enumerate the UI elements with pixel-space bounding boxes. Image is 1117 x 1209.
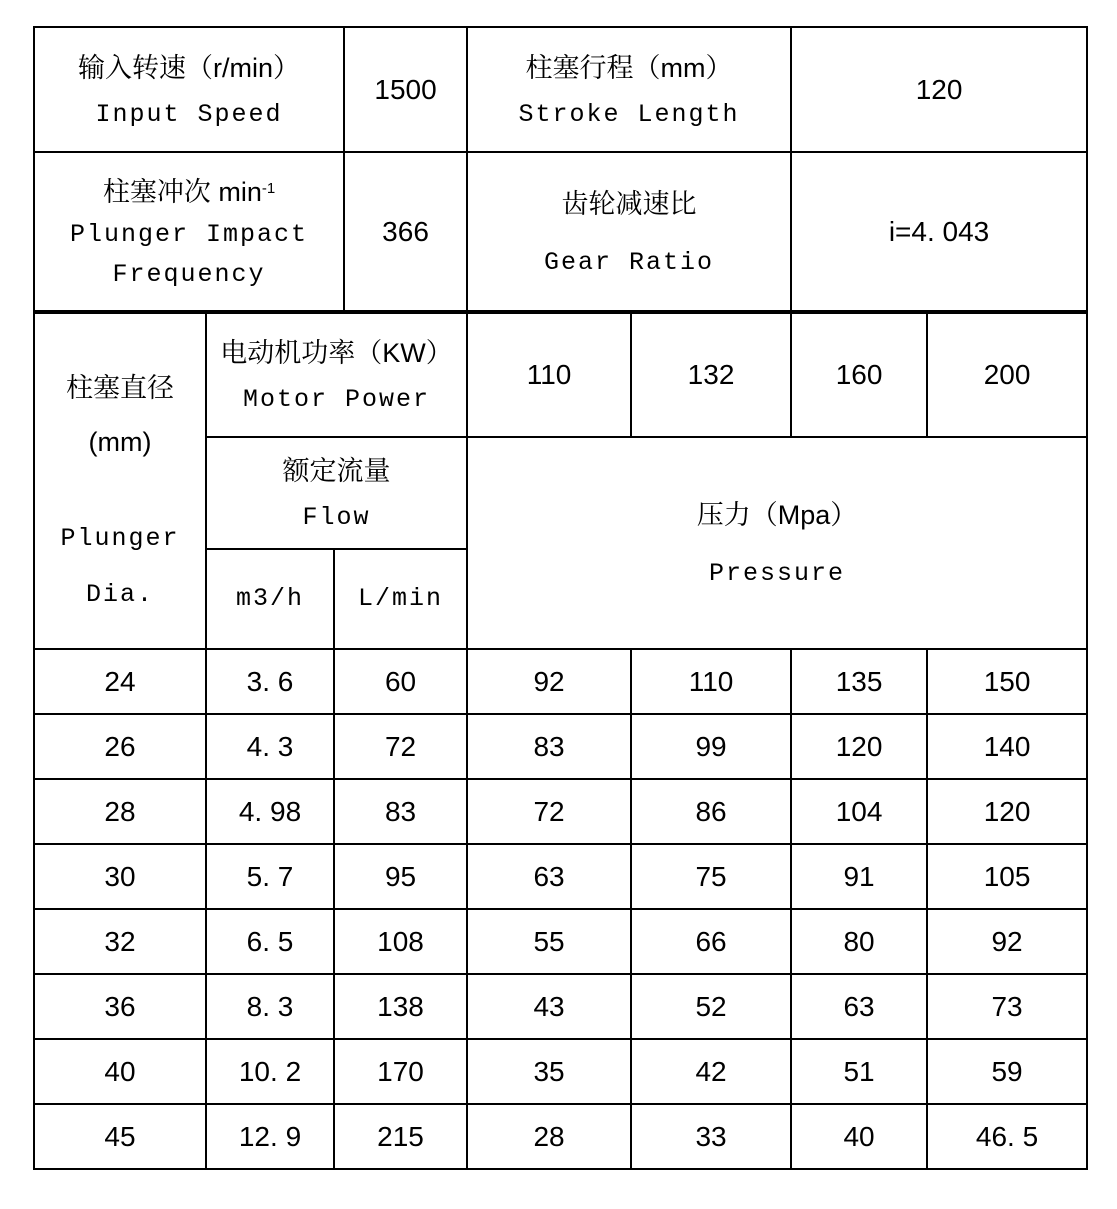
row-3-pressure-1-cell: [631, 844, 791, 909]
row-3-flow-m3h-cell: [206, 844, 334, 909]
motor-power-value-cell-0: [467, 312, 631, 437]
data-row-4: [34, 909, 1087, 974]
row-6-pressure-3-cell: [927, 1039, 1087, 1104]
motor-power-value-0: 110: [526, 359, 572, 390]
stroke-length-label-cell: [467, 27, 791, 152]
row-7-flow-lmin-cell: [334, 1104, 467, 1169]
row-1-dia: 26: [104, 730, 136, 762]
row-5-pressure-1-cell: [631, 974, 791, 1039]
flow-label-zh: 额定流量: [282, 456, 391, 486]
flow-unit-m3h: m3/h: [235, 584, 304, 613]
row-6-pressure-1: 42: [695, 1055, 727, 1087]
row-6-pressure-1-cell: [631, 1039, 791, 1104]
data-row-1: [34, 714, 1087, 779]
row-0-dia-cell: [34, 649, 206, 714]
row-2-pressure-3-cell: [927, 779, 1087, 844]
row-1-flow-m3h-cell: [206, 714, 334, 779]
input-speed-label-cell: [34, 27, 344, 152]
row-2-pressure-0: 72: [533, 795, 565, 827]
row-6-flow-lmin: 170: [377, 1055, 424, 1087]
row-5-pressure-1: 52: [695, 990, 727, 1022]
stroke-length-label-en: Stroke Length: [518, 99, 740, 129]
stroke-length-value-cell: [791, 27, 1087, 152]
row-5-flow-lmin-cell: [334, 974, 467, 1039]
row-3-dia-cell: [34, 844, 206, 909]
gear-ratio-value: i=4. 043: [888, 215, 990, 247]
row-4-pressure-1-cell: [631, 909, 791, 974]
row-1-dia-cell: [34, 714, 206, 779]
motor-power-value-1: 132: [687, 359, 735, 390]
motor-power-value-cell-3: [927, 312, 1087, 437]
motor-power-label-zh: 电动机功率（KW）: [220, 338, 453, 368]
info-row-plunger-impact: [34, 152, 1087, 312]
row-3-pressure-2-cell: [791, 844, 927, 909]
row-3-flow-lmin-cell: [334, 844, 467, 909]
min-superscript: -1: [261, 179, 276, 197]
row-7-pressure-1-cell: [631, 1104, 791, 1169]
row-6-flow-m3h-cell: [206, 1039, 334, 1104]
pressure-header-cell: [467, 437, 1087, 649]
row-6-flow-m3h: 10. 2: [238, 1055, 302, 1087]
row-6-pressure-0-cell: [467, 1039, 631, 1104]
plunger-impact-label-en2: Frequency: [112, 259, 266, 289]
row-4-flow-m3h: 6. 5: [246, 925, 294, 957]
row-2-dia: 28: [104, 795, 136, 827]
row-2-dia-cell: [34, 779, 206, 844]
row-2-pressure-1-cell: [631, 779, 791, 844]
row-4-flow-lmin: 108: [377, 925, 424, 957]
motor-power-header-cell: [206, 312, 467, 437]
row-2-pressure-1: 86: [695, 795, 727, 827]
row-4-pressure-3: 92: [991, 925, 1023, 957]
row-3-pressure-2: 91: [843, 860, 875, 892]
row-5-pressure-0: 43: [533, 990, 565, 1022]
row-7-pressure-2-cell: [791, 1104, 927, 1169]
gear-ratio-label-cell: [467, 152, 791, 312]
row-7-dia-cell: [34, 1104, 206, 1169]
row-2-pressure-3: 120: [983, 795, 1031, 827]
row-6-dia: 40: [104, 1055, 136, 1087]
flow-header-cell: [206, 437, 467, 549]
input-speed-value-cell: [344, 27, 467, 152]
row-6-pressure-2: 51: [843, 1055, 875, 1087]
row-3-flow-lmin: 95: [384, 860, 417, 892]
motor-power-value-cell-1: [631, 312, 791, 437]
row-5-pressure-3-cell: [927, 974, 1087, 1039]
row-5-dia-cell: [34, 974, 206, 1039]
row-1-pressure-3-cell: [927, 714, 1087, 779]
plunger-impact-value-cell: [344, 152, 467, 312]
row-0-pressure-1-cell: [631, 649, 791, 714]
row-6-flow-lmin-cell: [334, 1039, 467, 1104]
pressure-label-en: Pressure: [709, 559, 846, 588]
row-1-flow-m3h: 4. 3: [246, 730, 294, 762]
row-0-pressure-3: 150: [983, 665, 1031, 697]
row-3-pressure-0-cell: [467, 844, 631, 909]
row-1-flow-lmin-cell: [334, 714, 467, 779]
row-5-pressure-3: 73: [991, 990, 1023, 1022]
row-1-pressure-3: 140: [983, 730, 1031, 762]
row-0-flow-lmin: 60: [384, 665, 417, 697]
motor-power-value-3: 200: [983, 359, 1031, 390]
row-4-pressure-1: 66: [695, 925, 727, 957]
stroke-length-value: 120: [915, 73, 963, 105]
row-2-flow-lmin: 83: [384, 795, 417, 827]
data-row-6: [34, 1039, 1087, 1104]
row-7-dia: 45: [104, 1120, 136, 1152]
plunger-dia-header-cell: [34, 312, 206, 649]
row-4-flow-m3h-cell: [206, 909, 334, 974]
row-4-dia-cell: [34, 909, 206, 974]
row-2-pressure-2-cell: [791, 779, 927, 844]
stroke-length-label-zh: 柱塞行程（mm）: [525, 52, 733, 83]
pump-spec-table: [33, 26, 1088, 1170]
row-5-flow-lmin: 138: [377, 990, 424, 1022]
row-6-pressure-2-cell: [791, 1039, 927, 1104]
motor-power-value-2: 160: [835, 359, 883, 390]
row-3-pressure-1: 75: [695, 860, 727, 892]
row-1-pressure-2: 120: [835, 730, 883, 762]
row-7-pressure-3: 46. 5: [975, 1120, 1039, 1152]
flow-unit-m3h-cell: [206, 549, 334, 649]
row-4-pressure-2-cell: [791, 909, 927, 974]
row-1-pressure-1-cell: [631, 714, 791, 779]
row-7-flow-m3h-cell: [206, 1104, 334, 1169]
row-0-pressure-1: 110: [688, 665, 734, 697]
row-5-flow-m3h: 8. 3: [246, 990, 294, 1022]
row-7-pressure-0: 28: [533, 1120, 565, 1152]
plunger-dia-label-en1: Plunger: [60, 524, 180, 553]
row-4-dia: 32: [104, 925, 136, 957]
data-row-5: [34, 974, 1087, 1039]
input-speed-label-en: Input Speed: [95, 99, 283, 129]
input-speed-value: 1500: [374, 73, 437, 105]
row-3-dia: 30: [104, 860, 136, 892]
motor-power-value-cell-2: [791, 312, 927, 437]
row-5-dia: 36: [104, 990, 136, 1022]
row-1-flow-lmin: 72: [384, 730, 417, 762]
row-0-pressure-0: 92: [533, 665, 565, 697]
row-1-pressure-2-cell: [791, 714, 927, 779]
row-6-pressure-3: 59: [991, 1055, 1023, 1087]
row-2-flow-m3h: 4. 98: [238, 795, 302, 827]
row-0-pressure-2: 135: [835, 665, 883, 697]
row-7-pressure-2: 40: [843, 1120, 875, 1152]
row-4-pressure-3-cell: [927, 909, 1087, 974]
row-0-pressure-3-cell: [927, 649, 1087, 714]
data-row-2: [34, 779, 1087, 844]
row-5-pressure-2: 63: [843, 990, 875, 1022]
row-2-flow-m3h-cell: [206, 779, 334, 844]
row-3-pressure-3-cell: [927, 844, 1087, 909]
plunger-impact-value: 366: [382, 215, 429, 247]
row-4-pressure-0: 55: [533, 925, 565, 957]
row-3-pressure-3: 105: [983, 860, 1031, 892]
row-0-pressure-2-cell: [791, 649, 927, 714]
input-speed-label-zh: 输入转速（r/min）: [78, 52, 301, 83]
row-7-flow-m3h: 12. 9: [238, 1120, 302, 1152]
row-0-pressure-0-cell: [467, 649, 631, 714]
row-1-pressure-0: 83: [533, 730, 565, 762]
plunger-dia-label-en2: Dia.: [85, 580, 154, 609]
row-7-flow-lmin: 215: [377, 1120, 424, 1152]
data-row-0: [34, 649, 1087, 714]
row-6-pressure-0: 35: [533, 1055, 565, 1087]
row-4-pressure-2: 80: [843, 925, 875, 957]
row-7-pressure-3-cell: [927, 1104, 1087, 1169]
row-7-pressure-0-cell: [467, 1104, 631, 1169]
row-0-dia: 24: [104, 665, 136, 697]
row-1-pressure-1: 99: [695, 730, 727, 762]
row-0-flow-m3h: 3. 6: [246, 665, 294, 697]
row-6-dia-cell: [34, 1039, 206, 1104]
gear-ratio-label-zh: 齿轮减速比: [561, 188, 697, 219]
flow-unit-lmin: L/min: [358, 584, 444, 613]
plunger-impact-label-cell: [34, 152, 344, 312]
data-row-7: [34, 1104, 1087, 1169]
data-row-3: [34, 844, 1087, 909]
flow-unit-lmin-cell: [334, 549, 467, 649]
gear-ratio-value-cell: [791, 152, 1087, 312]
motor-power-label-en: Motor Power: [243, 385, 431, 414]
row-5-flow-m3h-cell: [206, 974, 334, 1039]
row-4-flow-lmin-cell: [334, 909, 467, 974]
plunger-dia-unit: (mm): [88, 427, 152, 457]
pressure-label-zh: 压力（Mpa）: [696, 500, 858, 530]
row-0-flow-lmin-cell: [334, 649, 467, 714]
gear-ratio-label-en: Gear Ratio: [544, 247, 715, 277]
row-3-flow-m3h: 5. 7: [246, 860, 294, 892]
plunger-impact-label-zh: 柱塞冲次 $\min^{-1}$: [102, 176, 276, 207]
row-2-pressure-2: 104: [835, 795, 883, 827]
row-5-pressure-0-cell: [467, 974, 631, 1039]
row-2-flow-lmin-cell: [334, 779, 467, 844]
row-5-pressure-2-cell: [791, 974, 927, 1039]
flow-label-en: Flow: [302, 503, 371, 532]
row-4-pressure-0-cell: [467, 909, 631, 974]
info-row-input-speed: [34, 27, 1087, 152]
row-0-flow-m3h-cell: [206, 649, 334, 714]
header-row-motor-power: [34, 312, 1087, 437]
row-3-pressure-0: 63: [533, 860, 565, 892]
row-2-pressure-0-cell: [467, 779, 631, 844]
plunger-impact-label-en1: Plunger Impact: [69, 219, 309, 249]
row-1-pressure-0-cell: [467, 714, 631, 779]
plunger-dia-label-zh: 柱塞直径: [66, 373, 174, 403]
row-7-pressure-1: 33: [695, 1120, 727, 1152]
